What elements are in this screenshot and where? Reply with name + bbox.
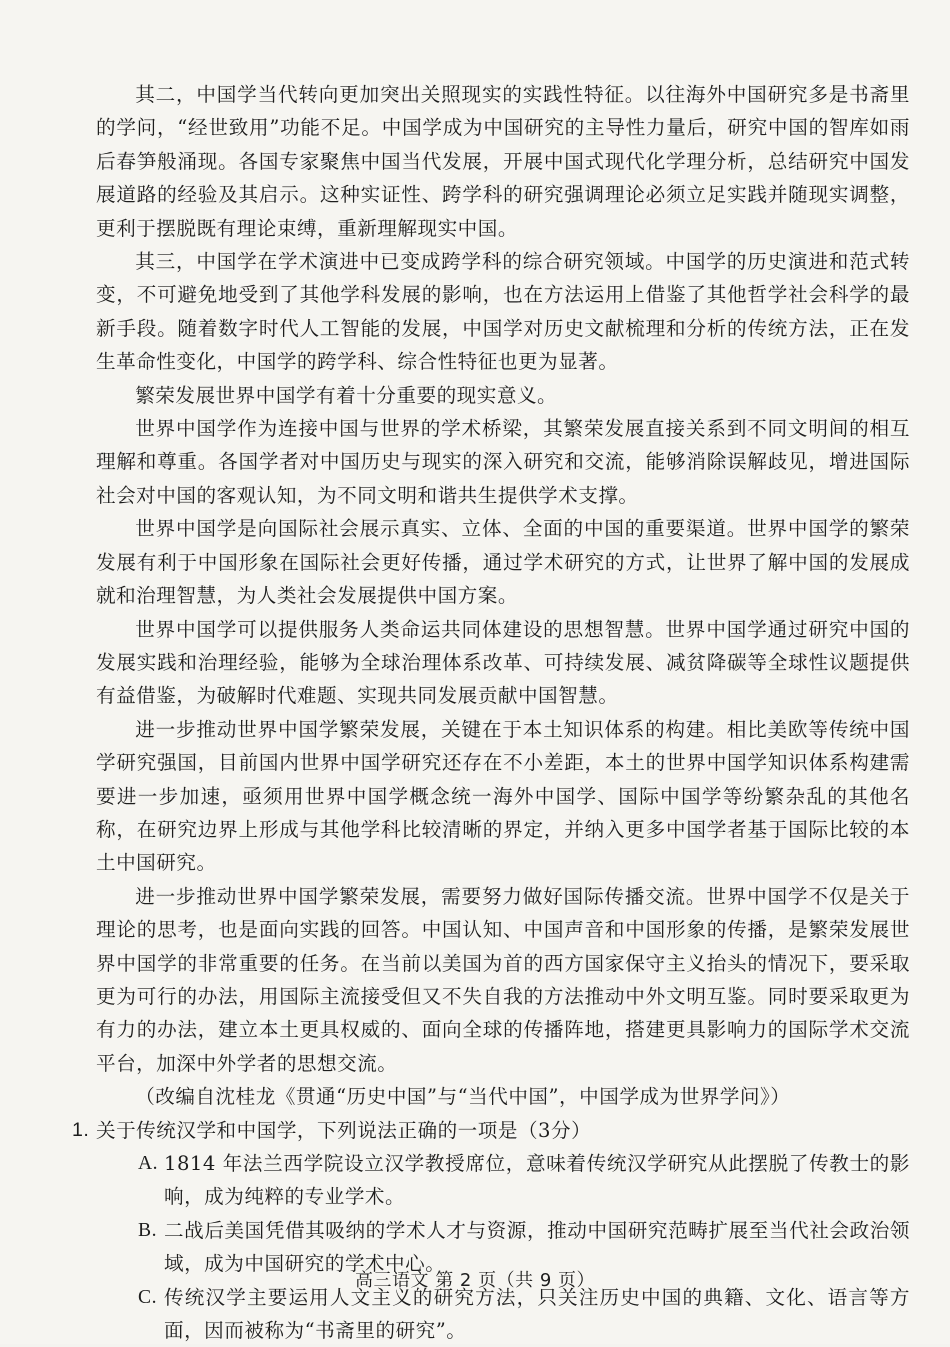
- article-content: [72, 78, 910, 1347]
- paragraph-academic-bridge: 世界中国学作为连接中国与世界的学术桥梁，其繁荣发展直接关系到不同文明间的相互理解和尊重。各国学者对中国历史与现实的深入研究和交流，能够消除误解歧见，增进国际社会对中国的客观认知，为不同文明和谐共生提供学术支撑。: [96, 417, 910, 507]
- option-label: B.: [138, 1219, 157, 1241]
- paragraph-knowledge-system: 进一步推动世界中国学繁荣发展，关键在于本土知识体系的构建。相比美欧等传统中国学研究强国，目前国内世界中国学研究还存在不小差距，本土的世界中国学知识体系构建需要进一步加速，亟须用世界中国学概念统一海外中国学、国际中国学等纷繁杂乱的其他名称，在研究边界上形成与其他学科比较清晰的界定，并纳入更多中国学者基于国际比较的本土中国研究。: [96, 717, 910, 875]
- question-text: 关于传统汉学和中国学，下列说法正确的一项是（3分）: [96, 1118, 592, 1142]
- option-text: 1814 年法兰西学院设立汉学教授席位，意味着传统汉学研究从此摆脱了传教士的影响，成为纯粹的专业学术。: [164, 1152, 910, 1209]
- question-number: 1.: [72, 1118, 90, 1141]
- option-a: [138, 1147, 910, 1214]
- page-footer: 高三语文 第 2 页（共 9 页）: [354, 1270, 595, 1291]
- question-1: [72, 1114, 910, 1147]
- option-text: 传统汉学主要运用人文主义的研究方法，只关注历史中国的典籍、文化、语言等方面，因而被称为“书斋里的研究”。: [164, 1285, 910, 1343]
- option-label: C.: [138, 1286, 157, 1308]
- option-label: A.: [138, 1153, 159, 1174]
- paragraph-international-communication: 进一步推动世界中国学繁荣发展，需要努力做好国际传播交流。世界中国学不仅是关于理论的思考，也是面向实践的回答。中国认知、中国声音和中国形象的传播，是繁荣发展世界中国学的非常重要的任务。在当前以美国为首的西方国家保守主义抬头的情况下，要采取更为可行的办法，用国际主流接受但又不失自我的方法推动中外文明互鉴。同时要采取更为有力的办法，建立本土更具权威的、面向全球的传播阵地，搭建更具影响力的国际学术交流平台，加深中外学者的思想交流。: [96, 884, 910, 1075]
- paragraph-ideological-wisdom: 世界中国学可以提供服务人类命运共同体建设的思想智慧。世界中国学通过研究中国的发展实践和治理经验，能够为全球治理体系改革、可持续发展、减贫降碳等全球性议题提供有益借鉴，为破解时代难题、实现共同发展贡献中国智慧。: [96, 617, 910, 708]
- option-text: 二战后美国凭借其吸纳的学术人才与资源，推动中国研究范畴扩展至当代社会政治领域，成为中国研究的学术中心。: [164, 1218, 910, 1276]
- paragraph-second-feature: 其二，中国学当代转向更加突出关照现实的实践性特征。以往海外中国研究多是书斋里的学问，“经世致用”功能不足。中国学成为中国研究的主导性力量后，研究中国的智库如雨后春笋般涌现。各国专家聚焦中国当代发展，开展中国式现代化学理分析，总结研究中国发展道路的经验及其启示。这种实证性、跨学科的研究强调理论必须立足实践并随现实调整，更利于摆脱既有理论束缚，重新理解现实中国。: [96, 83, 910, 240]
- paragraph-important-channel: 世界中国学是向国际社会展示真实、立体、全面的中国的重要渠道。世界中国学的繁荣发展有利于中国形象在国际社会更好传播，通过学术研究的方式，让世界了解中国的发展成就和治理智慧，为人类社会发展提供中国方案。: [96, 517, 910, 608]
- article-source: （改编自沈桂龙《贯通“历史中国”与“当代中国”，中国学成为世界学问》）: [135, 1085, 791, 1109]
- paragraph-third-feature: 其三，中国学在学术演进中已变成跨学科的综合研究领域。中国学的历史演进和范式转变，不可避免地受到了其他学科发展的影响，也在方法运用上借鉴了其他哲学社会科学的最新手段。随着数字时代人工智能的发展，中国学对历史文献梳理和分析的传统方法，正在发生革命性变化，中国学的跨学科、综合性特征也更为显著。: [96, 250, 910, 374]
- paragraph-significance-heading: 繁荣发展世界中国学有着十分重要的现实意义。: [135, 383, 558, 407]
